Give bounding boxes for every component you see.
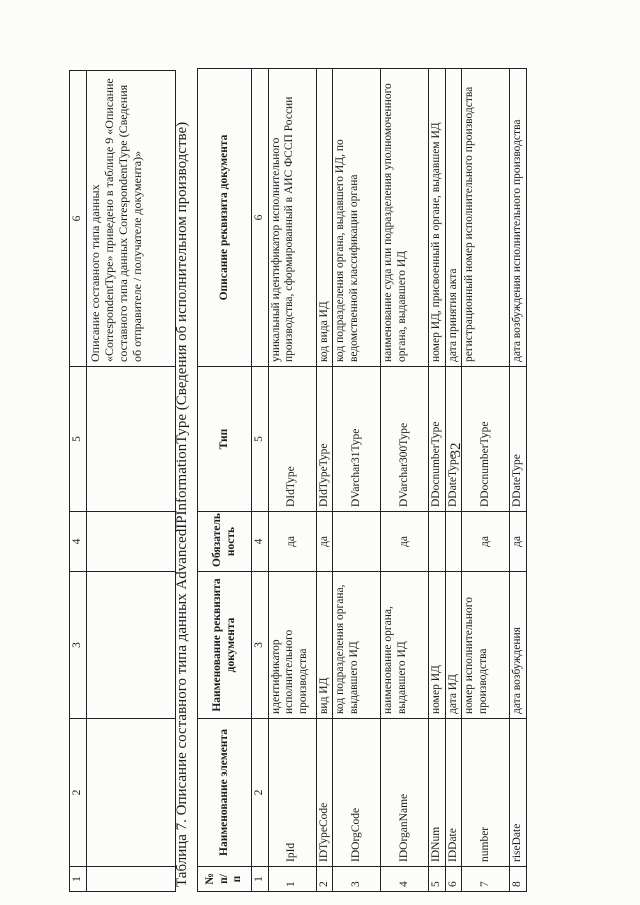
col-number: 4 xyxy=(70,512,87,572)
continued-table-number-row xyxy=(70,71,87,892)
table-row: 1 IpId идентификатор исполнительного производства да DIdType уникальный идентификатор исполнительного производства, сформированный в АИС ФССП России xyxy=(268,69,316,892)
table-row: 4 IDOrganName наименование органа, выдавшего ИД да DVarchar300Type наименование суда или подразделения уполномоченного органа, выдавшего ИД xyxy=(381,69,429,892)
continued-table-row xyxy=(86,71,175,892)
header-description: Описание реквизита документа xyxy=(198,69,252,367)
table-header-row xyxy=(198,69,252,892)
col-number: 2 xyxy=(70,719,87,867)
col-number: 5 xyxy=(70,367,87,512)
continued-description: Описание составного типа данных «CorrespondentType» приведено в таблице 9 «Описание составного типа данных CorrespondentType (Сведения об отправителе / получателе документа)» xyxy=(86,71,175,367)
col-number: 4 xyxy=(252,512,269,572)
col-number: 1 xyxy=(252,867,269,892)
table-row: 6 IDDate дата ИД DDateType дата принятия акта xyxy=(445,69,462,892)
table-row: 2 IDTypeCode вид ИД да DIdTypeType код вида ИД xyxy=(316,69,333,892)
column-number-row xyxy=(252,69,269,892)
header-type: Тип xyxy=(198,367,252,512)
col-number: 1 xyxy=(70,867,87,892)
header-number: № п/п xyxy=(198,867,252,892)
col-number: 3 xyxy=(252,572,269,719)
continued-table xyxy=(69,70,176,892)
page-number: 32 xyxy=(448,442,464,458)
table-row: 5 IDNum номер ИД DDocnumberType номер ИД, присвоенный в органе, выдавшем ИД xyxy=(429,69,446,892)
col-number: 5 xyxy=(252,367,269,512)
table-row: 3 IDOrgCode код подразделения органа, выдавшего ИД DVarchar31Type код подразделения органа, выдавшего ИД, по ведомственной классификации органа xyxy=(333,69,381,892)
col-number: 6 xyxy=(252,69,269,367)
col-number: 6 xyxy=(70,71,87,367)
advanced-ip-information-table xyxy=(197,68,527,892)
col-number: 2 xyxy=(252,719,269,867)
col-number: 3 xyxy=(70,572,87,719)
table-row: 8 riseDate дата возбуждения да DDateType дата возбуждения исполнительного производства xyxy=(510,69,527,892)
table-row: 7 number номер исполнительного производства да DDocnumberType регистрационный номер исполнительного производства xyxy=(462,69,510,892)
header-element-name: Наименование элемента xyxy=(198,719,252,867)
table-caption: Таблица 7. Описание составного типа данных AdvancedIPInformationType (Сведения об исполнительном производстве) xyxy=(174,121,190,887)
header-requisite-name: Наименование реквизита документа xyxy=(198,572,252,719)
header-required: Обязатель ность xyxy=(198,512,252,572)
